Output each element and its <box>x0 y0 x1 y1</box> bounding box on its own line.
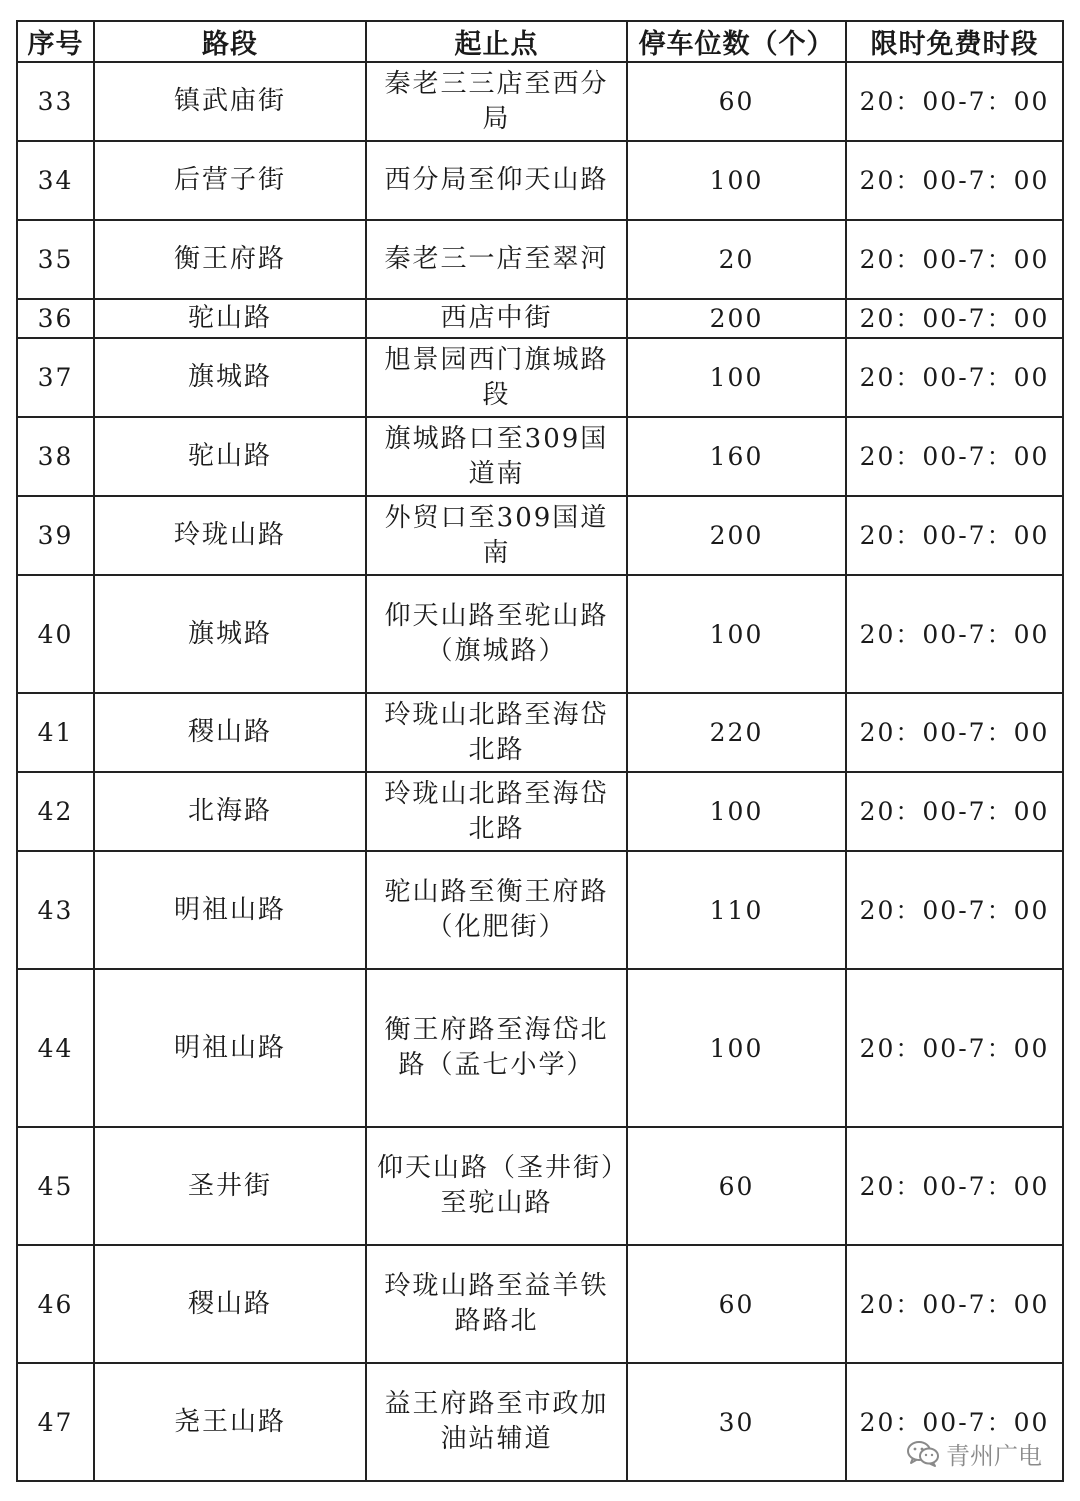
header-no: 序号 <box>17 21 94 62</box>
table-row <box>17 417 1063 496</box>
row-no: 44 <box>17 969 94 1127</box>
row-road: 旗城路 <box>94 338 366 417</box>
table-row <box>17 141 1063 220</box>
row-free-time: 20：00-7：00 <box>846 220 1063 299</box>
row-no: 42 <box>17 772 94 851</box>
row-endpoints: 玲珑山路至益羊铁路路北 <box>366 1245 627 1363</box>
row-spaces: 100 <box>627 338 846 417</box>
row-road: 稷山路 <box>94 1245 366 1363</box>
table-row <box>17 496 1063 575</box>
header-endpoints: 起止点 <box>366 21 627 62</box>
row-free-time: 20：00-7：00 <box>846 693 1063 772</box>
row-road: 北海路 <box>94 772 366 851</box>
row-no: 36 <box>17 299 94 338</box>
table-row <box>17 693 1063 772</box>
row-spaces: 60 <box>627 1127 846 1245</box>
row-free-time: 20：00-7：00 <box>846 1127 1063 1245</box>
row-road: 玲珑山路 <box>94 496 366 575</box>
table-row <box>17 299 1063 338</box>
header-road: 路段 <box>94 21 366 62</box>
row-spaces: 110 <box>627 851 846 969</box>
row-road: 稷山路 <box>94 693 366 772</box>
row-free-time: 20：00-7：00 <box>846 1245 1063 1363</box>
row-endpoints: 玲珑山北路至海岱北路 <box>366 772 627 851</box>
table-row <box>17 969 1063 1127</box>
parking-table <box>16 20 1064 1482</box>
row-road: 镇武庙街 <box>94 62 366 141</box>
row-no: 39 <box>17 496 94 575</box>
table-row <box>17 338 1063 417</box>
table-row <box>17 1245 1063 1363</box>
row-road: 圣井街 <box>94 1127 366 1245</box>
row-free-time: 20：00-7：00 <box>846 417 1063 496</box>
row-no: 35 <box>17 220 94 299</box>
row-spaces: 100 <box>627 969 846 1127</box>
table-row <box>17 851 1063 969</box>
row-no: 34 <box>17 141 94 220</box>
row-endpoints: 秦老三一店至翠河 <box>366 220 627 299</box>
row-free-time: 20：00-7：00 <box>846 496 1063 575</box>
row-spaces: 60 <box>627 62 846 141</box>
row-no: 45 <box>17 1127 94 1245</box>
row-no: 40 <box>17 575 94 693</box>
row-spaces: 60 <box>627 1245 846 1363</box>
row-no: 46 <box>17 1245 94 1363</box>
row-endpoints: 驼山路至衡王府路（化肥街） <box>366 851 627 969</box>
row-endpoints: 衡王府路至海岱北路（孟七小学） <box>366 969 627 1127</box>
row-road: 尧王山路 <box>94 1363 366 1481</box>
row-endpoints: 仰天山路至驼山路（旗城路） <box>366 575 627 693</box>
row-no: 41 <box>17 693 94 772</box>
row-spaces: 200 <box>627 299 846 338</box>
row-endpoints: 旭景园西门旗城路段 <box>366 338 627 417</box>
row-spaces: 160 <box>627 417 846 496</box>
watermark <box>906 1436 1042 1471</box>
row-endpoints: 秦老三三店至西分局 <box>366 62 627 141</box>
row-endpoints: 玲珑山北路至海岱北路 <box>366 693 627 772</box>
row-spaces: 30 <box>627 1363 846 1481</box>
row-no: 47 <box>17 1363 94 1481</box>
row-free-time: 20：00-7：00 <box>846 575 1063 693</box>
header-spaces: 停车位数（个） <box>627 21 846 62</box>
row-no: 33 <box>17 62 94 141</box>
row-road: 后营子街 <box>94 141 366 220</box>
header-free-time: 限时免费时段 <box>846 21 1063 62</box>
row-endpoints: 仰天山路（圣井街）至驼山路 <box>366 1127 627 1245</box>
table-row <box>17 62 1063 141</box>
table-row <box>17 575 1063 693</box>
table-row <box>17 1127 1063 1245</box>
row-free-time: 20：00-7：00 <box>846 772 1063 851</box>
row-free-time: 20：00-7：00 <box>846 141 1063 220</box>
row-free-time: 20：00-7：00 <box>846 969 1063 1127</box>
row-endpoints: 西店中街 <box>366 299 627 338</box>
row-spaces: 100 <box>627 141 846 220</box>
row-road: 驼山路 <box>94 299 366 338</box>
row-road: 明祖山路 <box>94 851 366 969</box>
row-free-time: 20：00-7：00 <box>846 299 1063 338</box>
row-road: 旗城路 <box>94 575 366 693</box>
row-endpoints: 旗城路口至309国道南 <box>366 417 627 496</box>
row-spaces: 220 <box>627 693 846 772</box>
row-road: 驼山路 <box>94 417 366 496</box>
table-header-row <box>17 21 1063 62</box>
row-spaces: 20 <box>627 220 846 299</box>
table-row <box>17 772 1063 851</box>
row-spaces: 100 <box>627 575 846 693</box>
row-no: 37 <box>17 338 94 417</box>
row-spaces: 200 <box>627 496 846 575</box>
row-spaces: 100 <box>627 772 846 851</box>
row-free-time: 20：00-7：00 <box>846 851 1063 969</box>
row-road: 明祖山路 <box>94 969 366 1127</box>
row-free-time: 20：00-7：00 <box>846 62 1063 141</box>
wechat-icon <box>906 1440 940 1468</box>
row-endpoints: 外贸口至309国道南 <box>366 496 627 575</box>
row-road: 衡王府路 <box>94 220 366 299</box>
row-endpoints: 西分局至仰天山路 <box>366 141 627 220</box>
table-row <box>17 220 1063 299</box>
row-no: 43 <box>17 851 94 969</box>
row-free-time: 20：00-7：00 <box>846 1363 1063 1481</box>
watermark-text: 青州广电 <box>946 1442 1042 1470</box>
row-endpoints: 益王府路至市政加油站辅道 <box>366 1363 627 1481</box>
row-no: 38 <box>17 417 94 496</box>
row-free-time: 20：00-7：00 <box>846 338 1063 417</box>
